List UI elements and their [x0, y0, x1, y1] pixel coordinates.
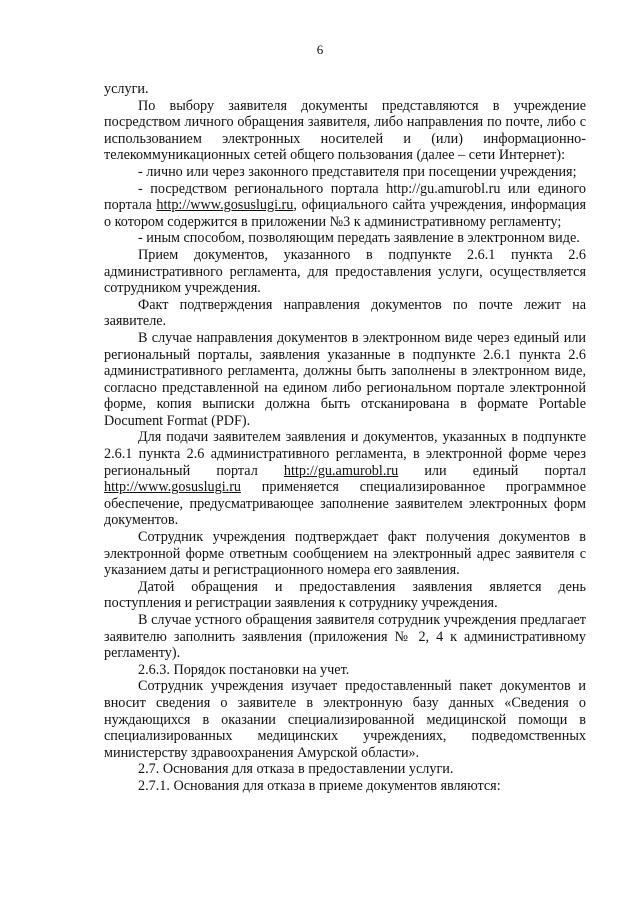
paragraph-oral-request: В случае устного обращения заявителя сотрудник учреждения предлагает заявителю заполнить заявления (приложения № 2, 4 к административному регламенту). [104, 612, 586, 662]
paragraph-software-text-2: или единый портал [398, 462, 586, 479]
list-item-portals-text-3: , официального сайта учреждения, информация о котором содержится в приложении №3 к административному регламенту; [104, 197, 587, 230]
unified-portal-link-1[interactable]: http://www.gosuslugi.ru [156, 197, 294, 214]
list-item-electronic: - иным способом, позволяющим передать заявление в электронном виде. [138, 230, 580, 247]
regional-portal-link-1[interactable]: http://gu.amurobl.ru [386, 180, 501, 197]
paragraph-database: Сотрудник учреждения изучает предоставленный пакет документов и вносит сведения о заявителе в электронную базу данных «Сведения о нуждающихся в оказании специализированной медицинской помощи в специализированных медицинских учреждениях, подведомственных министерству здравоохранения Амурской области». [104, 678, 586, 761]
paragraph-software-text-1: Для подачи заявителем заявления и документов, указанных в подпункте 2.6.1 пункта 2.6 административного регламента, в электронной форме через региональный портал [104, 429, 586, 479]
paragraph-mail-proof: Факт подтверждения направления документов по почте лежит на заявителе. [104, 296, 586, 330]
paragraph-continuation: услуги. [104, 81, 149, 97]
paragraph-software [104, 429, 586, 529]
section-heading-2-7-1: 2.7.1. Основания для отказа в приеме документов являются: [138, 777, 501, 794]
paragraph-electronic-submission: В случае направления документов в электронном виде через единый или региональный порталы, заявления указанные в подпункте 2.6.1 пункта 2.6 административного регламента, должны быть заполнены в электронном виде, согласно представленной на едином либо региональном портале электронной форме, копия выписки должна быть отсканирована в формате Portable Document Format (PDF). [104, 329, 586, 429]
regional-portal-link-2[interactable]: http://gu.amurobl.ru [283, 462, 399, 479]
list-item-in-person: - лично или через законного представителя при посещении учреждения; [138, 163, 577, 180]
document-body [104, 81, 586, 795]
list-item-portals-text-1: - посредством регионального портала [138, 180, 387, 197]
unified-portal-link-2[interactable]: http://www.gosuslugi.ru [104, 479, 242, 496]
paragraph-reception: Прием документов, указанного в подпункте 2.6.1 пункта 2.6 административного регламента, для предоставления услуги, осуществляется сотрудником учреждения. [104, 246, 586, 297]
section-heading-2-6-3: 2.6.3. Порядок постановки на учет. [138, 661, 350, 678]
paragraph-submission-methods: По выбору заявителя документы представляются в учреждение посредством личного обращения заявителя, либо направления по почте, либо с использованием электронных носителей и (или) информационно-телекоммуникационных сетей общего пользования (далее – сети Интернет): [104, 97, 586, 164]
list-item-portals-text-2: или единого портала [104, 180, 586, 214]
list-item-portals [104, 181, 586, 231]
paragraph-confirmation: Сотрудник учреждения подтверждает факт получения документов в электронной форме ответным сообщением на электронный адрес заявителя с указанием даты и регистрационного номера его заявления. [104, 529, 586, 579]
section-heading-2-7: 2.7. Основания для отказа в предоставлении услуги. [138, 761, 454, 778]
page-number: 6 [316, 42, 324, 57]
paragraph-software-text-3: применяется специализированное программное обеспечение, предусматривающее заполнение заявителем электронных форм документов. [104, 479, 586, 529]
paragraph-application-date: Датой обращения и предоставления заявления является день поступления и регистрации заявления к сотруднику учреждения. [104, 578, 586, 612]
